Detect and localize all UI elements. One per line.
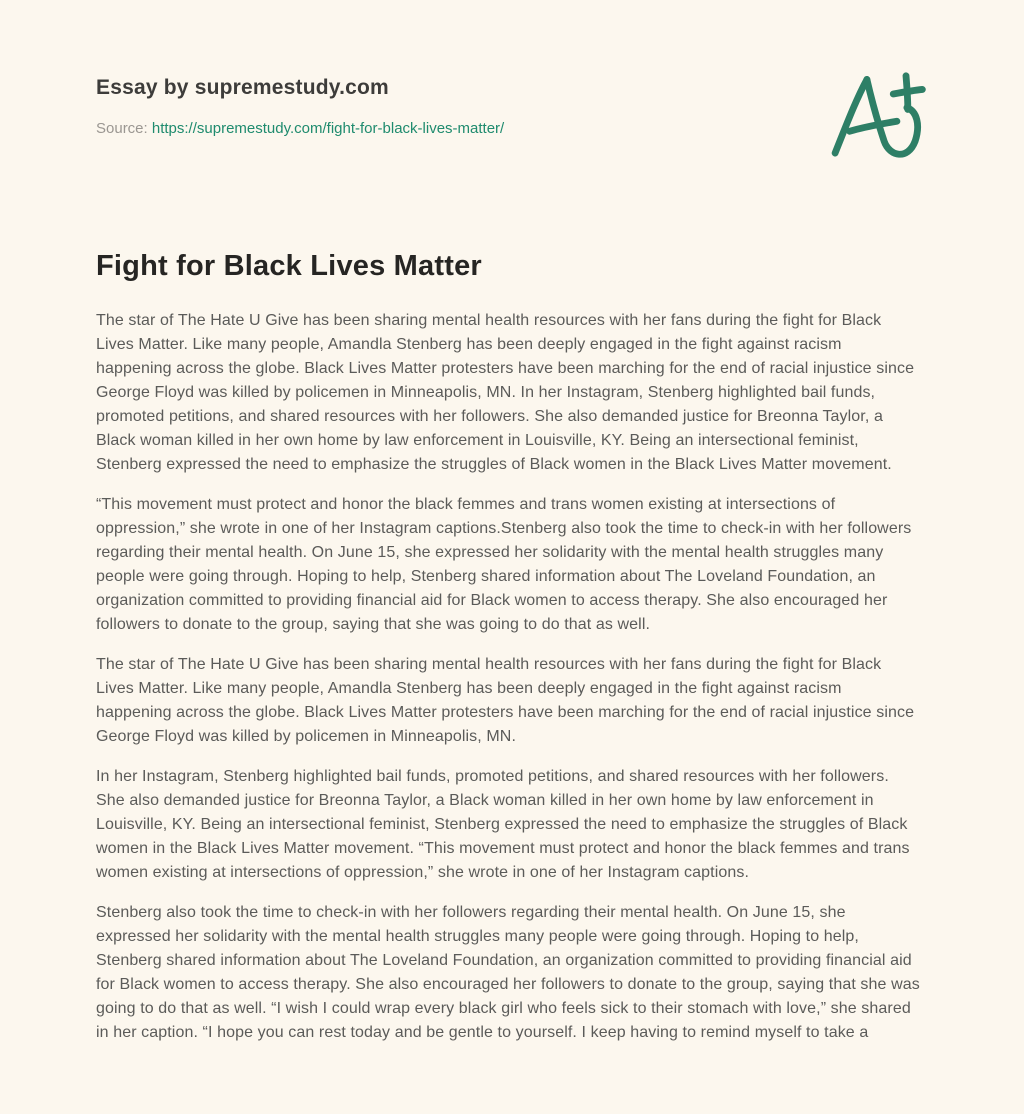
page-header: [96, 76, 920, 160]
source-label: Source:: [96, 120, 148, 137]
site-title: Essay by supremestudy.com: [96, 76, 389, 99]
header-text-block: [96, 76, 504, 137]
article-title: Fight for Black Lives Matter: [96, 250, 482, 282]
article-paragraph: “This movement must protect and honor the black femmes and trans women existing at intersections of oppression,” she wrote in one of her Instagram captions.Stenberg also took the time to check-in with her followers regarding their mental health. On June 15, she expressed her solidarity with the mental health struggles many people were going through. Hoping to help, Stenberg shared information about The Loveland Foundation, an organization committed to providing financial aid for Black women to access therapy. She also encouraged her followers to donate to the group, saying that she was going to do that as well.: [96, 496, 912, 633]
article-paragraph: In her Instagram, Stenberg highlighted bail funds, promoted petitions, and shared resources with her followers. She also demanded justice for Breonna Taylor, a Black woman killed in her own home by law enforcement in Louisville, KY. Being an intersectional feminist, Stenberg expressed the need to emphasize the struggles of Black women in the Black Lives Matter movement. “This movement must protect and honor the black femmes and trans women existing at intersections of oppression,” she wrote in one of her Instagram captions.: [96, 768, 910, 881]
article-paragraph: The star of The Hate U Give has been sharing mental health resources with her fans during the fight for Black Lives Matter. Like many people, Amandla Stenberg has been deeply engaged in the fight against racism happening across the globe. Black Lives Matter protesters have been marching for the end of racial injustice since George Floyd was killed by policemen in Minneapolis, MN.: [96, 656, 915, 745]
article-paragraph: Stenberg also took the time to check-in with her followers regarding their mental health. On June 15, she expressed her solidarity with the mental health struggles many people were going through. Hoping to help, Stenberg shared information about The Loveland Foundation, an organization committed to providing financial aid for Black women to access therapy. She also encouraged her followers to donate to the group, saying that she was going to do that as well. “I wish I could wrap every black girl who feels sick to their stomach with love,” she shared in her caption. “I hope you can rest today and be gentle to yourself. I keep having to remind myself to take a: [96, 904, 920, 1041]
source-line: [96, 120, 504, 137]
source-url-link[interactable]: https://supremestudy.com/fight-for-black-lives-matter/: [151, 120, 505, 137]
a-plus-logo-icon: [826, 68, 926, 160]
article-paragraph: The star of The Hate U Give has been sharing mental health resources with her fans during the fight for Black Lives Matter. Like many people, Amandla Stenberg has been deeply engaged in the fight against racism happening across the globe. Black Lives Matter protesters have been marching for the end of racial injustice since George Floyd was killed by policemen in Minneapolis, MN. In her Instagram, Stenberg highlighted bail funds, promoted petitions, and shared resources with her followers. She also demanded justice for Breonna Taylor, a Black woman killed in her own home by law enforcement in Louisville, KY. Being an intersectional feminist, Stenberg expressed the need to emphasize the struggles of Black women in the Black Lives Matter movement.: [96, 312, 915, 473]
article-body: [96, 309, 920, 1045]
